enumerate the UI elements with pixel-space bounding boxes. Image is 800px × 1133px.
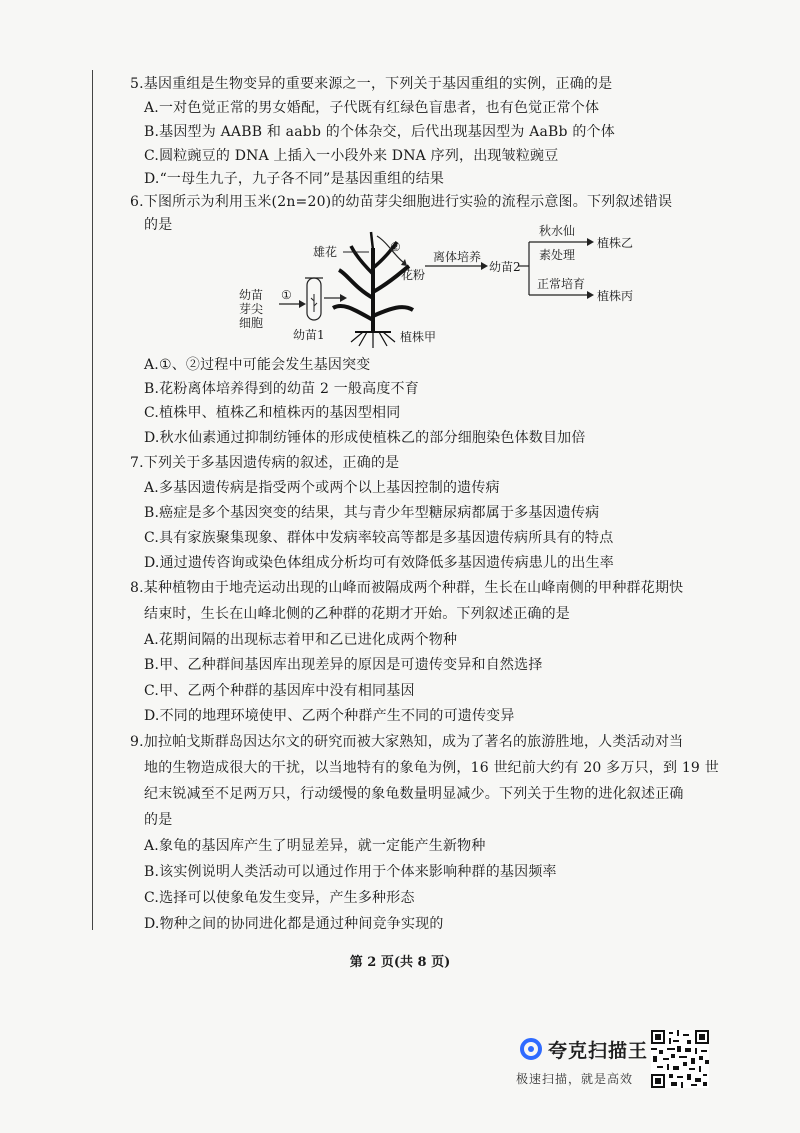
q5-option-d: D.“一母生九子，九子各不同”是基因重组的结果 — [144, 171, 445, 187]
q7-option-c: C.具有家族聚集现象、群体中发病率较高等都是多基因遗传病所具有的特点 — [144, 530, 614, 546]
q9-stem-line1: 9.加拉帕戈斯群岛因达尔文的研究而被大家熟知，成为了著名的旅游胜地，人类活动对当 — [130, 734, 684, 750]
q9-option-b: B.该实例说明人类活动可以通过作用于个体来影响种群的基因频率 — [144, 864, 557, 880]
label-shoot-tip-2: 芽尖 — [239, 302, 264, 316]
label-normal-growth: 正常培育 — [537, 277, 586, 291]
q6-option-d: D.秋水仙素通过抑制纺锤体的形成使植株乙的部分细胞染色体数目加倍 — [144, 430, 586, 446]
quark-logo-icon — [520, 1038, 542, 1060]
label-male-flower: 雄花 — [313, 245, 338, 259]
q5-option-c: C.圆粒豌豆的 DNA 上插入一小段外来 DNA 序列，出现皱粒豌豆 — [144, 148, 559, 164]
q7-option-d: D.通过遗传咨询或染色体组成分析均可有效降低多基因遗传病患儿的出生率 — [144, 555, 614, 571]
label-pollen: 花粉 — [401, 268, 426, 282]
test-tube-icon — [305, 278, 323, 320]
q5-stem: 5.基因重组是生物变异的重要来源之一，下列关于基因重组的实例，正确的是 — [130, 76, 613, 92]
q9-stem-line3: 纪末锐减至不足两万只，行动缓慢的象龟数量明显减少。下列关于生物的进化叙述正确 — [144, 786, 684, 802]
label-shoot-tip-3: 细胞 — [239, 316, 264, 330]
q8-stem-line2: 结束时，生长在山峰北侧的乙种群的花期才开始。下列叙述正确的是 — [144, 606, 570, 622]
q9-option-c: C.选择可以使象龟发生变异，产生多种形态 — [144, 890, 415, 906]
q7-option-a: A.多基因遗传病是指受两个或两个以上基因控制的遗传病 — [144, 480, 500, 496]
q8-option-c: C.甲、乙两个种群的基因库中没有相同基因 — [144, 683, 415, 699]
q9-option-a: A.象龟的基因库产生了明显差异，就一定能产生新物种 — [144, 838, 486, 854]
q8-stem-line1: 8.某种植物由于地壳运动出现的山峰而被隔成两个种群，生长在山峰南侧的甲种群花期快 — [130, 580, 684, 596]
brand-name: 夸克扫描王 — [548, 1040, 649, 1062]
q6-option-c: C.植株甲、植株乙和植株丙的基因型相同 — [144, 405, 401, 421]
q9-option-d: D.物种之间的协同进化都是通过种间竞争实现的 — [144, 916, 444, 932]
label-colchicine-2: 素处理 — [539, 248, 576, 262]
binding-margin-line — [92, 70, 93, 930]
label-plant-c: 植株丙 — [597, 289, 634, 303]
q9-stem-line2: 地的生物造成很大的干扰，以当地特有的象龟为例，16 世纪前大约有 20 多万只，到 19 世 — [144, 760, 719, 776]
q8-option-b: B.甲、乙种群间基因库出现差异的原因是可遗传变异和自然选择 — [144, 657, 543, 673]
q9-stem-line4: 的是 — [144, 812, 173, 828]
label-step1: ① — [281, 288, 292, 302]
label-shoot-tip-1: 幼苗 — [239, 288, 264, 302]
label-in-vitro-culture: 离体培养 — [433, 250, 482, 264]
label-step2: ② — [390, 240, 401, 254]
q6-option-a: A.①、②过程中可能会发生基因突变 — [144, 357, 371, 373]
q6-option-b: B.花粉离体培养得到的幼苗 2 一般高度不育 — [144, 381, 419, 397]
q8-option-d: D.不同的地理环境使甲、乙两个种群产生不同的可遗传变异 — [144, 708, 515, 724]
label-plant-a: 植株甲 — [400, 330, 437, 344]
q5-option-a: A.一对色觉正常的男女婚配，子代既有红绿色盲患者，也有色觉正常个体 — [144, 100, 600, 116]
q8-option-a: A.花期间隔的出现标志着甲和乙已进化成两个物种 — [144, 632, 458, 648]
label-colchicine-1: 秋水仙 — [539, 224, 576, 238]
q5-option-b: B.基因型为 AABB 和 aabb 的个体杂交，后代出现基因型为 AaBb 的个体 — [144, 124, 615, 140]
page-footer: 第 2 页(共 8 页) — [349, 955, 451, 970]
label-plant-b: 植株乙 — [597, 236, 634, 250]
label-seedling1: 幼苗1 — [293, 328, 325, 342]
q6-stem-line1: 6.下图所示为利用玉米(2n=20)的幼苗芽尖细胞进行实验的流程示意图。下列叙述错误 — [130, 194, 673, 210]
brand-slogan: 极速扫描，就是高效 — [516, 1072, 634, 1086]
q7-stem: 7.下列关于多基因遗传病的叙述，正确的是 — [130, 455, 400, 471]
q6-flow-diagram — [115, 170, 635, 350]
q7-option-b: B.癌症是多个基因突变的结果，其与青少年型糖尿病都属于多基因遗传病 — [144, 505, 600, 521]
label-seedling2: 幼苗2 — [489, 260, 521, 274]
q6-stem-line2: 的是 — [144, 217, 173, 233]
qr-code-icon — [651, 1030, 709, 1088]
